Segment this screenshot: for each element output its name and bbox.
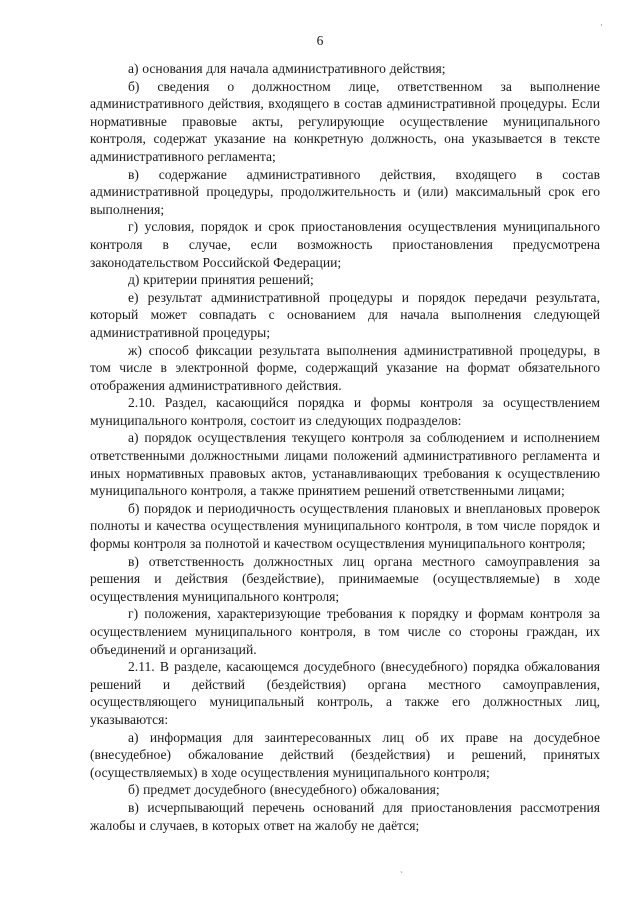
paragraph-2-10: 2.10. Раздел, касающийся порядка и формы контроля за осуществлением муниципального контроля, состоит из следующих подразделов: <box>90 395 600 428</box>
paragraph-2-11: 2.11. В разделе, касающемся досудебного (внесудебного) порядка обжалования решений и действий (бездействия) органа местного самоуправления, осуществляющего муниципальный контроль, а также его должностных лиц, указываются: <box>90 659 600 727</box>
paragraph-a-grounds: а) основания для начала административного действия; <box>128 61 446 76</box>
paragraph-v-content: в) содержание административного действия, входящего в состав административной процедуры, продолжительность и (или) максимальный срок его выполнения; <box>90 166 600 217</box>
document-body <box>90 60 600 834</box>
paragraph-d-criteria: д) критерии принятия решений; <box>128 272 314 288</box>
paragraph-g-suspension: г) условия, порядок и срок приостановления осуществления муниципального контроля в случае, если возможность приостановления предусмотрена законодательством Российской Федерации; <box>90 219 600 270</box>
paragraph-2-11-b: б) предмет досудебного (внесудебного) обжалования; <box>128 782 440 798</box>
scan-speck-mark: ˋ <box>400 870 403 880</box>
paragraph-b-official: б) сведения о должностном лице, ответственном за выполнение административного действия, входящего в состав административной процедуры. Если нормативные правовые акты, регулирующие осуществление муниципального контроля, содержат указание на конкретную должность, она указывается в тексте административного регламента; <box>90 78 600 164</box>
paragraph-e-result: е) результат административной процедуры и порядок передачи результата, который может совпадать с основанием для начала выполнения следующей административной процедуры; <box>90 289 600 340</box>
scan-speck-mark: · <box>600 20 603 30</box>
page-number: 6 <box>316 33 324 48</box>
paragraph-2-10-v: в) ответственность должностных лиц органа местного самоуправления за решения и действия (бездействие), принимаемые (осуществляемые) в ходе осуществления муниципального контроля; <box>90 553 600 604</box>
paragraph-2-11-v: в) исчерпывающий перечень оснований для приостановления рассмотрения жалобы и случаев, в которых ответ на жалобу не даётся; <box>90 799 600 833</box>
paragraph-2-10-g: г) положения, характеризующие требования к порядку и формам контроля за осуществлением муниципального контроля, в том числе со стороны граждан, их объединений и организаций. <box>90 606 600 657</box>
paragraph-2-10-a: а) порядок осуществления текущего контроля за соблюдением и исполнением ответственными должностными лицами положений административного регламента и иных нормативных правовых актов, устанавливающих требования к осуществлению муниципального контроля, а также принятием решений ответственными лицами; <box>90 430 600 499</box>
paragraph-2-10-b: б) порядок и периодичность осуществления плановых и внеплановых проверок полноты и качества осуществления муниципального контроля, в том числе порядок и формы контроля за полнотой и качеством осуществления муниципального контроля; <box>90 500 600 552</box>
paragraph-zh-fixation: ж) способ фиксации результата выполнения административной процедуры, в том числе в электронной форме, содержащий указание на формат обязательного отображения административного действия. <box>90 342 600 393</box>
paragraph-2-11-a: а) информация для заинтересованных лиц об их праве на досудебное (внесудебное) обжалование действий (бездействия) и решений, принятых (осуществляемых) в ходе осуществления муниципального контроля; <box>90 729 600 780</box>
